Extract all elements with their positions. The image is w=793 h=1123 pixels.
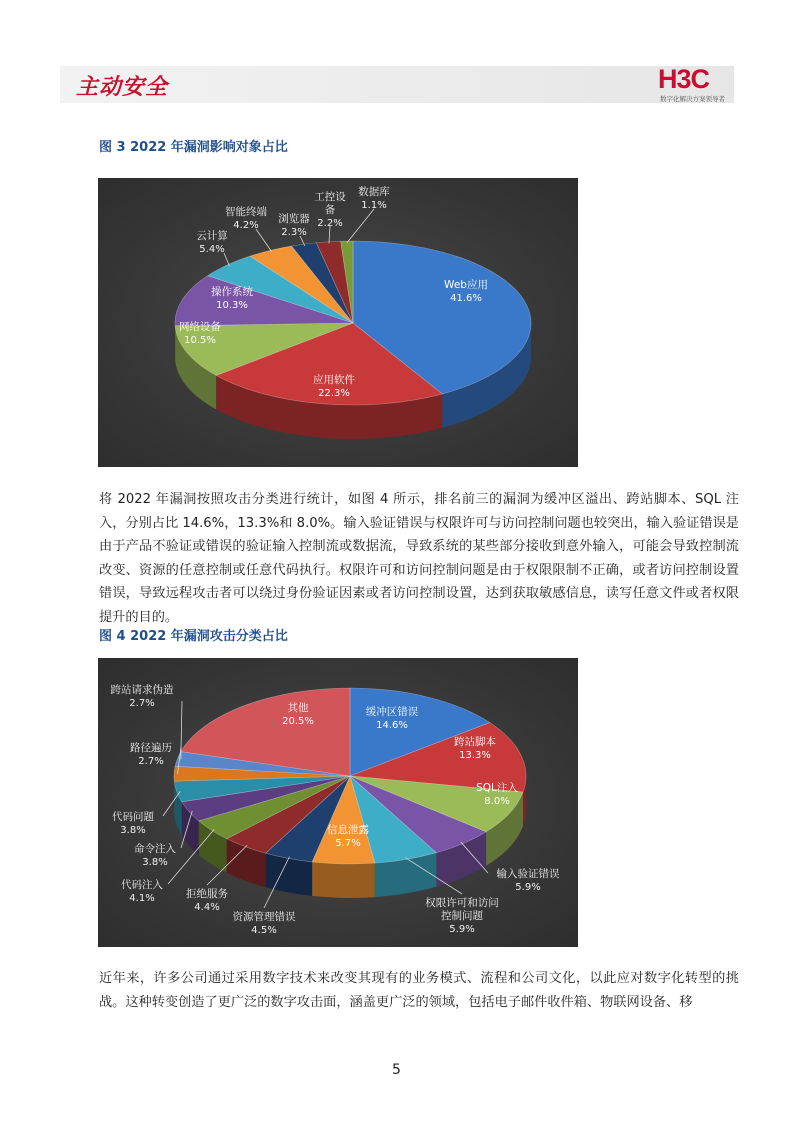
pie-label-1: 应用软件 xyxy=(313,374,355,386)
body-paragraph-2: 近年来，许多公司通过采用数字技术来改变其现有的业务模式、流程和公司文化，以此应对数字化转型的挑战。这种转变创造了更广泛的数字攻击面，涵盖更广泛的领域，包括电子邮件收件箱、物联网设备、移 xyxy=(99,971,739,1010)
figure3-pie-svg xyxy=(98,178,578,467)
pie-value-0: 41.6% xyxy=(450,293,482,304)
pie-label-13: 其他 xyxy=(287,702,309,714)
pie-label-8: 数据库 xyxy=(358,186,390,198)
pie-label-4: 权限许可和访问 xyxy=(425,897,499,909)
pie-side-5 xyxy=(312,862,375,898)
pie-value-2: 10.5% xyxy=(184,335,216,346)
pie-value-3: 5.9% xyxy=(515,882,541,893)
pie-label-10: 代码问题 xyxy=(112,811,154,823)
pie-value-7: 4.4% xyxy=(194,902,220,913)
pie-value-1: 22.3% xyxy=(318,388,350,399)
pie-label-3: 操作系统 xyxy=(211,286,253,298)
pie-label-5: 智能终端 xyxy=(225,206,267,218)
pie-label-6: 浏览器 xyxy=(278,213,310,225)
pie-label-3: 输入验证错误 xyxy=(496,868,560,880)
pie-leader-5 xyxy=(256,229,272,252)
logo-tagline: 数字化解决方案领导者 xyxy=(660,95,725,103)
pie-label-8: 代码注入 xyxy=(121,879,163,891)
pie-value-13: 20.5% xyxy=(282,716,314,727)
page-number: 5 xyxy=(392,1062,401,1078)
pie-label-2: SQL注入 xyxy=(476,782,518,794)
pie-value-6: 2.3% xyxy=(281,227,307,238)
pie-label-6: 资源管理错误 xyxy=(232,911,296,923)
pie-value-12: 2.7% xyxy=(129,698,155,709)
pie-value-7: 2.2% xyxy=(317,218,343,229)
pie-leader-4 xyxy=(224,253,230,266)
pie-value-9: 3.8% xyxy=(142,857,168,868)
pie-label-4: 云计算 xyxy=(196,230,228,242)
pie-label-1: 跨站脚本 xyxy=(454,736,496,748)
pie-leader-8 xyxy=(347,209,374,243)
h3c-logo: H3C xyxy=(658,64,710,94)
pie-value-0: 14.6% xyxy=(376,720,408,731)
pie-label-7-1: 备 xyxy=(324,204,336,216)
pie-label-7: 工控设 xyxy=(314,191,346,203)
pie-label-0: Web应用 xyxy=(444,279,488,291)
pie-label-11: 路径遍历 xyxy=(130,742,172,754)
pie-label-7: 拒绝服务 xyxy=(186,888,228,900)
figure4-pie-svg xyxy=(98,658,578,947)
pie-value-4: 5.4% xyxy=(199,244,225,255)
pie-label-2: 网络设备 xyxy=(179,321,221,333)
figure3-chart xyxy=(98,178,578,467)
brand-slogan: 主动安全 xyxy=(76,75,169,100)
pie-label-0: 缓冲区错误 xyxy=(365,706,419,718)
body-paragraph-1: 将 2022 年漏洞按照攻击分类进行统计，如图 4 所示，排名前三的漏洞为缓冲区溢出、跨站脚本、SQL 注入，分别占比 14.6%，13.3%和 8.0%。输入验证错误与权限许可与访问控制问题也较突出，输入验证错误是由于产品不验证或错误的验证输入控制流或数据流，导致系统的某些部分接收到意外输入，可能会导致控制流改变、资源的任意控制或任意代码执行。权限许可和访问控制问题是由于权限限制不正确，或者访问控制设置错误，导致远程攻击者可以绕过身份验证因素或者访问控制设置，达到获取敏感信息，读写任意文件或者权限提升的目的。 xyxy=(99,492,739,625)
pie-value-5: 4.2% xyxy=(233,220,259,231)
pie-label-12: 跨站请求伪造 xyxy=(110,684,174,696)
pie-value-8: 1.1% xyxy=(361,200,387,211)
pie-value-2: 8.0% xyxy=(484,796,510,807)
pie-value-5: 5.7% xyxy=(335,838,361,849)
pie-value-10: 3.8% xyxy=(120,825,146,836)
pie-value-4: 5.9% xyxy=(449,924,475,935)
figure4-title: 图 4 2022 年漏洞攻击分类占比 xyxy=(99,629,288,644)
pie-value-1: 13.3% xyxy=(459,750,491,761)
pie-value-11: 2.7% xyxy=(138,756,164,767)
figure4-chart xyxy=(98,658,578,947)
pie-label-4-1: 控制问题 xyxy=(441,910,483,922)
pie-value-8: 4.1% xyxy=(129,893,155,904)
pie-label-5: 信息泄露 xyxy=(327,824,369,836)
pie-value-6: 4.5% xyxy=(251,925,277,936)
pie-label-9: 命令注入 xyxy=(134,843,176,855)
figure3-title: 图 3 2022 年漏洞影响对象占比 xyxy=(99,140,288,155)
pie-value-3: 10.3% xyxy=(216,300,248,311)
